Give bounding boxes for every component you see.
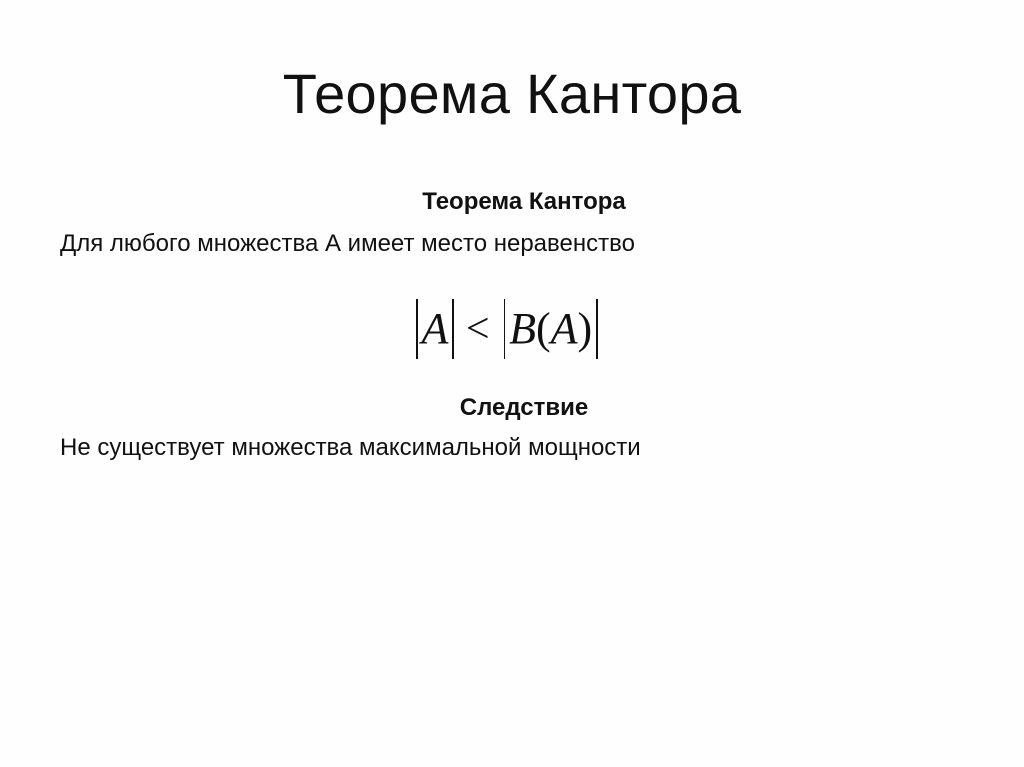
formula-open-paren: ( [535, 304, 551, 353]
formula-argument-a: A [550, 304, 578, 353]
abs-bar-left [416, 299, 418, 359]
theorem-statement: Для любого множества А имеет место неравенство [60, 230, 635, 257]
less-than-sign: < [465, 306, 490, 352]
abs-bar-left [504, 299, 506, 359]
formula-close-paren: ) [577, 304, 593, 353]
formula-powerset-b: B [509, 304, 536, 353]
theorem-heading: Теорема Кантора [422, 188, 626, 215]
corollary-heading: Следствие [459, 394, 589, 421]
corollary-statement: Не существует множества максимальной мощности [60, 434, 641, 461]
slide-title: Теорема Кантора [282, 62, 742, 125]
formula-set-a: A [421, 304, 449, 353]
abs-bar-right [452, 299, 454, 359]
cantor-inequality-formula [412, 296, 602, 362]
abs-bar-right [596, 299, 598, 359]
